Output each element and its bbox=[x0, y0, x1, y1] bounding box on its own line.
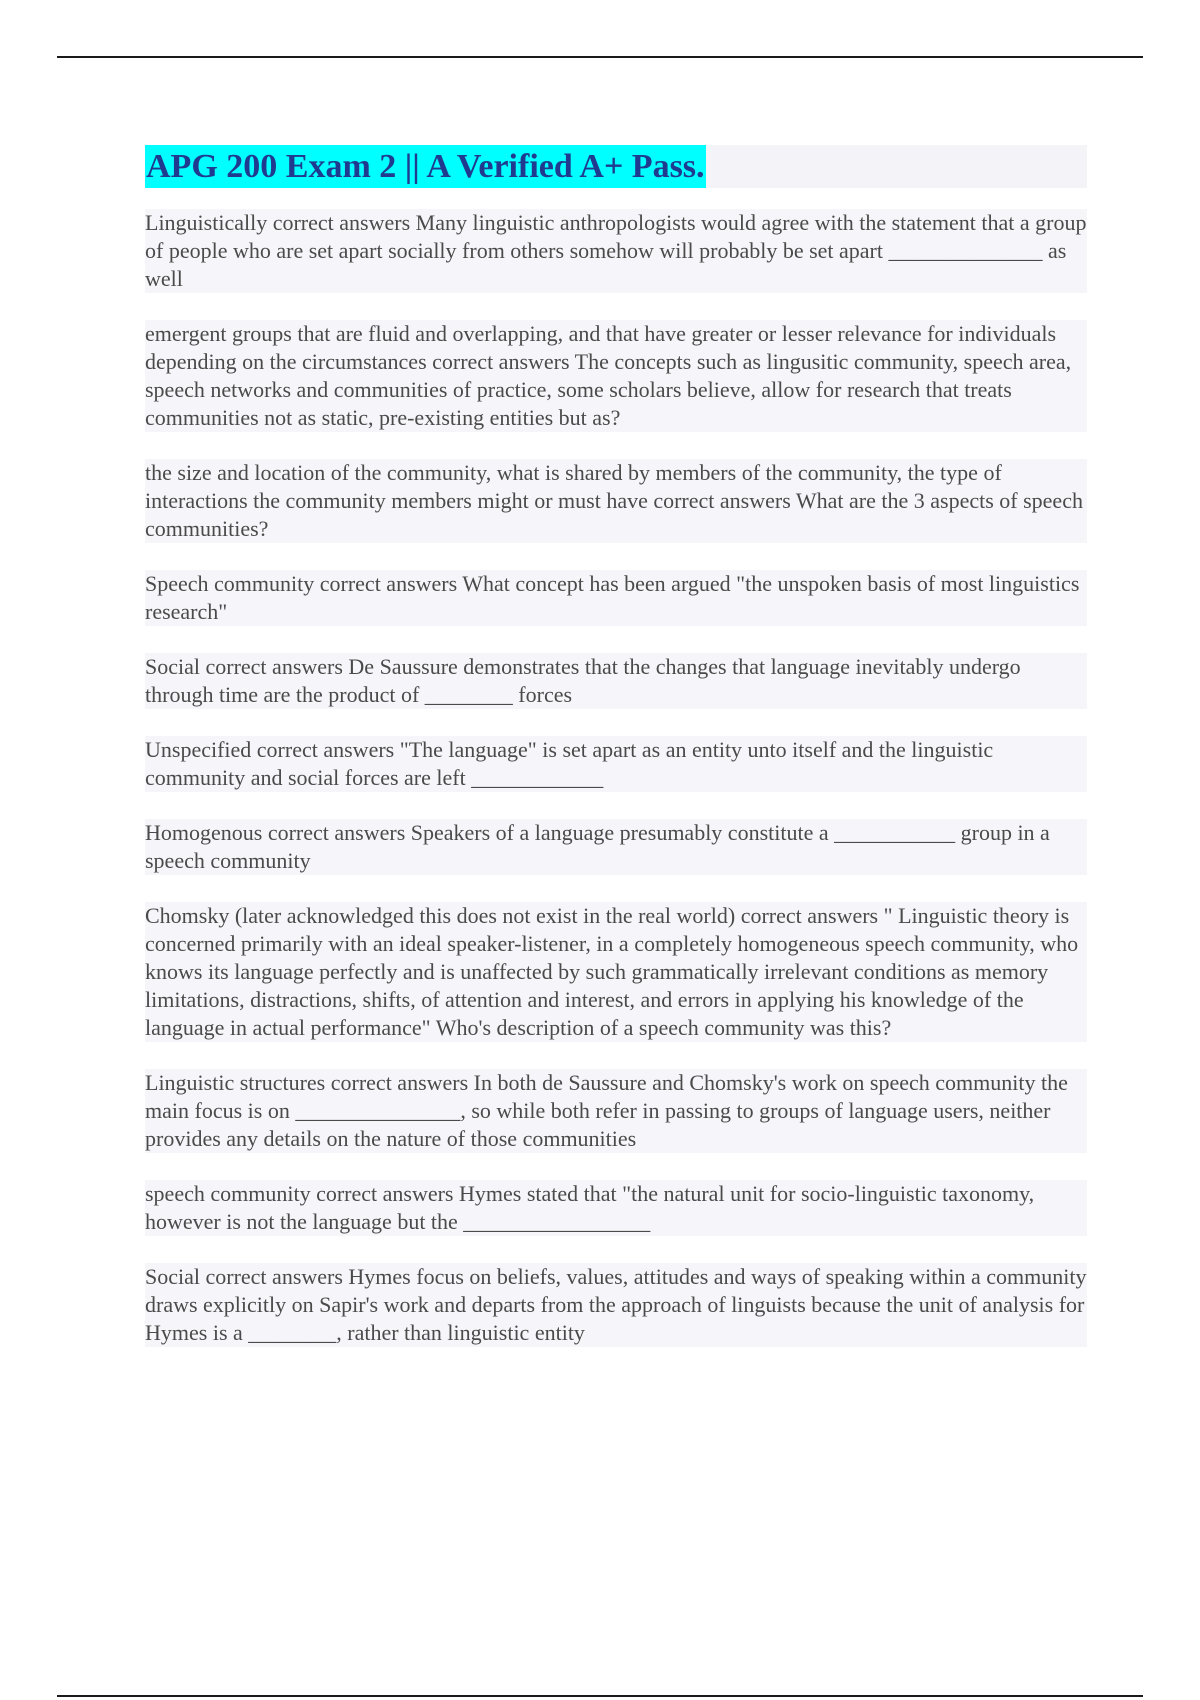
qa-entry: Speech community correct answers What concept has been argued "the unspoken basis of most linguistics research" bbox=[145, 570, 1087, 626]
top-rule bbox=[57, 56, 1143, 58]
qa-entry: Homogenous correct answers Speakers of a language presumably constitute a ___________ group in a speech community bbox=[145, 819, 1087, 875]
qa-entry: emergent groups that are fluid and overlapping, and that have greater or lesser relevance for individuals depending on the circumstances correct answers The concepts such as lingusitic community, speech area, speech networks and communities of practice, some scholars believe, allow for research that treats communities not as static, pre-existing entities but as? bbox=[145, 320, 1087, 432]
bottom-rule bbox=[57, 1695, 1143, 1697]
document-body bbox=[145, 145, 1087, 1374]
title-bar bbox=[145, 145, 1087, 188]
qa-entry: speech community correct answers Hymes stated that "the natural unit for socio-linguistic taxonomy, however is not the language but the _________________ bbox=[145, 1180, 1087, 1236]
qa-entry: Social correct answers De Saussure demonstrates that the changes that language inevitably undergo through time are the product of ________ forces bbox=[145, 653, 1087, 709]
qa-entry: Unspecified correct answers "The language" is set apart as an entity unto itself and the linguistic community and social forces are left ____________ bbox=[145, 736, 1087, 792]
qa-entry: Linguistically correct answers Many linguistic anthropologists would agree with the statement that a group of people who are set apart socially from others somehow will probably be set apart ______________ as well bbox=[145, 210, 1087, 291]
qa-entry: Social correct answers Hymes focus on beliefs, values, attitudes and ways of speaking within a community draws explicitly on Sapir's work and departs from the approach of linguists because the unit of analysis for Hymes is a ________, rather than linguistic entity bbox=[145, 1264, 1087, 1345]
qa-entry: the size and location of the community, what is shared by members of the community, the type of interactions the community members might or must have correct answers What are the 3 aspects of speech communities? bbox=[145, 459, 1087, 543]
document-title: APG 200 Exam 2 || A Verified A+ Pass. bbox=[145, 145, 706, 188]
qa-entry: Chomsky (later acknowledged this does not exist in the real world) correct answers " Linguistic theory is concerned primarily with an ideal speaker-listener, in a completely homogeneous speech community, who knows its language perfectly and is unaffected by such grammatically irrelevant conditions as memory limitations, distractions, shifts, of attention and interest, and errors in applying his knowledge of the language in actual performance" Who's description of a speech community was this? bbox=[145, 902, 1087, 1042]
qa-entry: Linguistic structures correct answers In both de Saussure and Chomsky's work on speech community the main focus is on _______________, so while both refer in passing to groups of language users, neither provides any details on the nature of those communities bbox=[145, 1069, 1087, 1153]
